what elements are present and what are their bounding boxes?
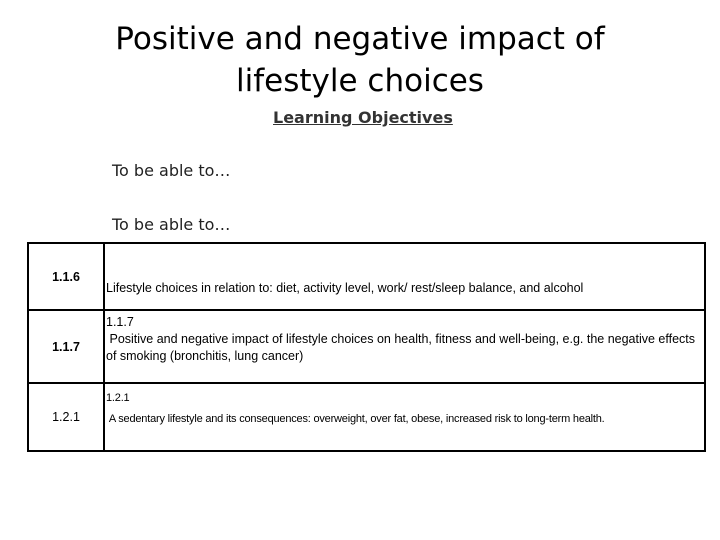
- spec-heading: 1.1.7: [106, 315, 134, 329]
- objective-1: To be able to…: [112, 161, 231, 180]
- spec-text: A sedentary lifestyle and its consequences: overweight, over fat, obese, increased risk to long-term health.: [106, 413, 605, 425]
- spec-heading: 1.2.1: [106, 392, 130, 404]
- spec-text: Positive and negative impact of lifestyle choices on health, fitness and well-being, e.g. the negative effects of smoking (bronchitis, lung cancer): [106, 332, 699, 363]
- spec-code: 1.1.6: [28, 243, 104, 310]
- spec-description: [104, 383, 705, 451]
- table-row: [28, 310, 705, 383]
- spec-code: 1.2.1: [28, 383, 104, 451]
- spec-description: [104, 310, 705, 383]
- page-title: Positive and negative impact of lifestyle choices: [115, 21, 605, 99]
- specification-table: [27, 242, 706, 452]
- table-row: [28, 243, 705, 310]
- spec-description: [104, 243, 705, 310]
- spec-text: Lifestyle choices in relation to: diet, activity level, work/ rest/sleep balance, and alcohol: [106, 281, 584, 295]
- table-row: [28, 383, 705, 451]
- learning-objectives-heading: Learning Objectives: [273, 108, 453, 127]
- spec-code: 1.1.7: [28, 310, 104, 383]
- objective-2: To be able to…: [112, 215, 231, 234]
